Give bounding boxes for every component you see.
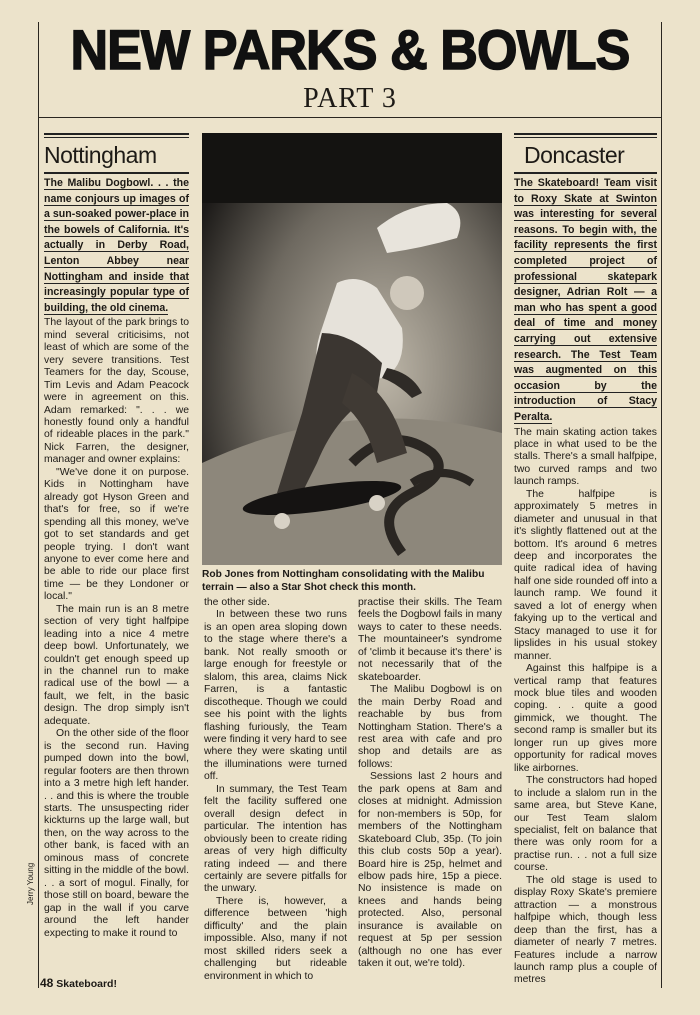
paragraph: The halfpipe is approximately 5 metres in diameter and unusual in that it's slightly flattened out at the bottom. It's around 6 metres deep and incorporates the quite radical idea of having half one side rounded off into a launch ramp. We found it saved a lot of energy when fakying up to the vertical and Stacy managed to use it for lipslides in his usual stokey manner. <box>514 488 657 662</box>
skater-photo-illustration <box>202 133 502 565</box>
page-footer <box>40 976 117 990</box>
magazine-name: Skateboard! <box>56 978 117 990</box>
doncaster-column <box>514 133 657 987</box>
left-border <box>38 22 39 988</box>
section-rule-bottom <box>44 172 189 174</box>
header-divider <box>38 117 662 118</box>
section-heading-doncaster: Doncaster <box>524 142 625 168</box>
paragraph: the other side. <box>204 597 270 608</box>
headline: NEW PARKS & BOWLS <box>70 18 630 81</box>
section-rule-top <box>44 133 189 135</box>
paragraph: In summary, the Test Team felt the facility suffered one overall design defect in particular. The intention has obviously been to create riding areas of very high difficulty rating indeed — and there certainly are severe pitfalls for the unwary. <box>204 783 347 895</box>
paragraph: practise their skills. The Team feels the Dogbowl fails in many ways to cater to these needs. The mountaineer's syndrome of 'climb it because it's there' is not necessarily that of the skateboarder. <box>358 597 502 683</box>
photo-caption: Rob Jones from Nottingham consolidating with the Malibu terrain — also a Star Shot check this month. <box>202 569 485 593</box>
right-border <box>661 22 662 988</box>
paragraph: In between these two runs is an open area sloping down to the stage where there's a bank. Not really smooth or large enough for freestyle or slalom, this area, claims Nick Farren, is a fantastic discotheque. Though we could see his point with the lights flashing furiously, the Team were finding it very hard to see where they were skating until the illuminations were turned off. <box>204 609 347 783</box>
section-rule-top <box>514 133 657 135</box>
paragraph: The main skating action takes place in what used to be the stalls. There's a small halfpipe, two curved ramps and two launch ramps. <box>514 426 657 488</box>
paragraph: "We've done it on purpose. Kids in Nottingham have already got Hyson Green and that's for free, so if we're spending all this money, we've got to set standards and get people trying. I don't want anyone to ever come here and be able to ride our place first time — be they Londoner or local." <box>44 466 189 603</box>
nottingham-column <box>44 133 189 940</box>
middle-right-column <box>358 597 502 971</box>
paragraph: The Malibu Dogbowl is on the main Derby Road and reachable by bus from Nottingham Station. There's a rest area with cafe and pro shop and details are as follows: <box>358 684 502 770</box>
section-heading-nottingham: Nottingham <box>44 142 157 168</box>
paragraph: On the other side of the floor is the second run. Having pumped down into the bowl, regular footers are then thrown into a 3 metre high left hander. . . and this is where the trouble starts. The unsuspecting rider kickturns up the large wall, but then, on the way across to the other bank, is faced with an ominous mass of concrete sitting in the middle of the bowl. . . a sort of mogul. Finally, for those still on board, beware the gap in the wall if you carve around the left hander expecting to make it round to <box>44 728 189 939</box>
paragraph: The main run is an 8 metre section of very tight halfpipe leading into a nice 4 metre deep bowl. Unfortunately, we couldn't get enough speed up in the channel run to make radical use of the bowl — a fault, we felt, in the basic design. The drop simply isn't adequate. <box>44 603 189 727</box>
paragraph: There is, however, a difference between 'high difficulty' and the plain impossible. Also, many if not most skilled riders seek a challenging but rideable environment in which to <box>204 895 347 982</box>
page-number: 48 <box>40 976 54 990</box>
subheadline: PART 3 <box>303 83 397 114</box>
middle-left-column <box>204 597 347 983</box>
paragraph: The constructors had hoped to include a slalom run in the same area, but Steve Kane, our Test Team slalom specialist, felt on balance that there was only room for a practise run. . . not a full size course. <box>514 775 657 874</box>
photo-credit: Jerry Young <box>26 862 35 905</box>
paragraph: Against this halfpipe is a vertical ramp that features mock blue tiles and wooden coping. . . quite a good gimmick, we thought. The second ramp is smaller but its longer run up gives more opportunity for radical moves like airbornes. <box>514 663 657 774</box>
paragraph: Sessions last 2 hours and the park opens at 8am and closes at midnight. Admission for non-members is 50p, for members of the Nottingham Skateboard Club, 35p. (To join this club costs 50p a year). Board hire is 25p, helmet and elbow pads hire, 15p a piece. No insistence is made on knees and hands being protected. Also, personal insurance is available on request at 5p per session (although no one has ever taken it out, we're told). <box>358 771 502 970</box>
doncaster-lead: The Skateboard! Team visit to Roxy Skate at Swinton was interesting for several reasons. To begin with, the facility represents the first completed project of professional skatepark designer, Adrian Rolt — a man who has spent a good deal of time and money carrying out extensive research. The Test Team was augmented on this occasion by the introduction of Stacy Peralta. <box>514 177 657 423</box>
paragraph: The layout of the park brings to mind several criticisims, not least of which are some of the very severe transitions. Test Teamers for the day, Scouse, Tim Levis and Adam Peacock were in agreement on this. Adam remarked: ". . . we honestly found only a handful of rideable places in the park." Nick Farren, the designer, manager and owner explains: <box>44 317 189 466</box>
section-rule-bottom <box>514 172 657 174</box>
nottingham-lead: The Malibu Dogbowl. . . the name conjours up images of a sun-soaked power-place in the bowels of California. It's actually in Derby Road, Lenton Abbey near Nottingham and inside that increasingly popular type of building, the old cinema. <box>44 177 189 314</box>
paragraph: The old stage is used to display Roxy Skate's premiere attraction — a monstrous halfpipe which, though less deep than the first, has a diameter of nearly 7 metres. Features include a narrow launch ramp plus a couple of metres <box>514 874 657 986</box>
skater-photo <box>202 133 502 565</box>
